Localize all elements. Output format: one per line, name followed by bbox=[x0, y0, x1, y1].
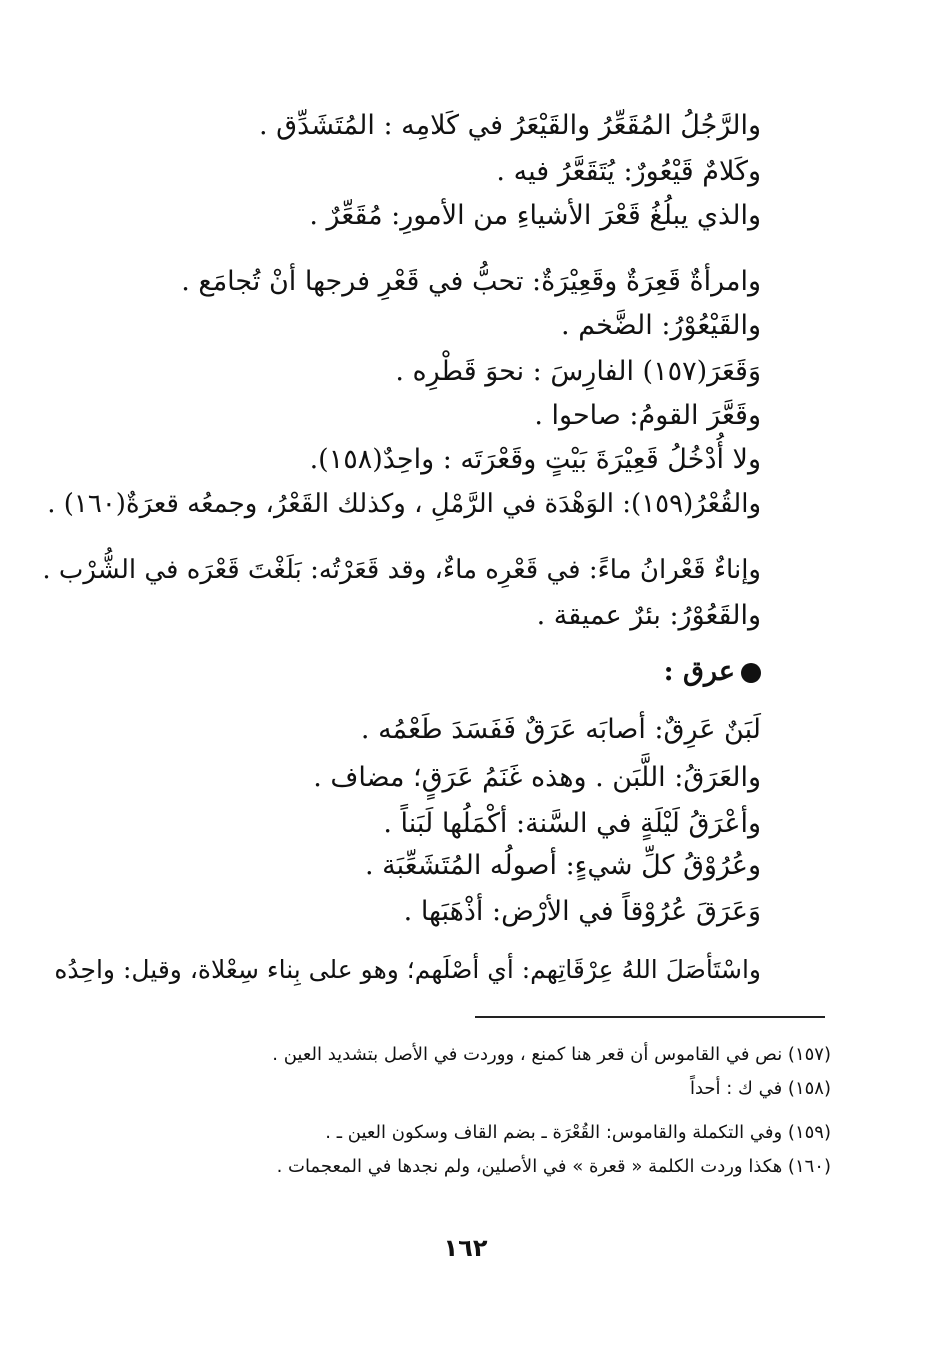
text-line: والقَعُوْرُ: بئرٌ عميقة . bbox=[536, 600, 761, 631]
text-line: لَبَنٌ عَرِقٌ: أصابَه عَرَقٌ فَفَسَدَ طَعْمُه . bbox=[360, 714, 761, 745]
text-line: وَقَعَرَ(١٥٧) الفارِسَ : نحوَ قَطْرِه . bbox=[395, 356, 761, 387]
text-line: والرَّجُلُ المُقَعِّرُ والقَيْعَرُ في كَلامِه : المُتَشَدِّق . bbox=[259, 110, 761, 141]
text-line: وَعَرَقَ عُرُوْقاً في الأرْض: أذْهَبَها . bbox=[403, 896, 761, 927]
text-line: ولا أُدْخُلُ قَعِيْرَةَ بَيْتٍ وقَعْرَتَه : واحِدٌ(١٥٨). bbox=[309, 444, 761, 475]
footnote: (١٥٩) وفي التكملة والقاموس: القُعْرَة ـ بضم القاف وسكون العين ـ . bbox=[325, 1122, 831, 1143]
text-line: والعَرَقُ: اللَّبَن . وهذه غَنَمُ عَرَقٍ؛ مضاف . bbox=[313, 762, 761, 793]
section-heading bbox=[664, 652, 761, 692]
text-line: وقَعَّرَ القومُ: صاحوا . bbox=[534, 400, 761, 431]
footnote: (١٥٨) في ك : أحداً bbox=[689, 1078, 831, 1099]
bullet-icon bbox=[741, 663, 761, 683]
text-line: وأعْرَقُ لَيْلَةٍ في السَّنة: أكْمَلُها لَبَناً . bbox=[383, 808, 761, 839]
text-line: واسْتَأصَلَ اللهُ عِرْقَاتِهم: أي أصْلَهم؛ وهو على بِناء سِعْلاة، وقيل: واحِدُه bbox=[54, 955, 761, 984]
footnote: (١٦٠) هكذا وردت الكلمة « قعرة » في الأصلين، ولم نجدها في المعجمات . bbox=[276, 1156, 831, 1177]
text-line: وكَلامٌ قَيْعُورٌ: يُتَقَعَّرُ فيه . bbox=[496, 156, 761, 187]
footnote: (١٥٧) نص في القاموس أن قعر هنا كمنع ، ووردت في الأصل بتشديد العين . bbox=[272, 1044, 831, 1065]
section-heading-text: عرق : bbox=[663, 656, 735, 687]
page-number: ١٦٢ bbox=[443, 1234, 488, 1262]
text-line: وامرأةٌ قَعِرَةٌ وقَعِيْرَةٌ: تحبُّ في قَعْرِ فرجها أنْ تُجامَع . bbox=[181, 266, 761, 297]
text-line: والذي يبلُغُ قَعْرَ الأشياءِ من الأمورِ: مُقَعِّرٌ . bbox=[309, 200, 761, 231]
text-line: وإناءٌ قَعْرانُ ماءً: في قَعْرِه ماءٌ، وقد قَعَرْتُه: بَلَغْتَ قَعْرَه في الشُّرْب . bbox=[42, 555, 761, 585]
text-line: والقَيْعُوْرُ: الضَّخم . bbox=[561, 310, 761, 341]
text-line: والقُعْرُ(١٥٩): الوَهْدَة في الرَّمْلِ ، وكذلك القَعْرُ، وجمعُه قعرَةٌ(١٦٠) . bbox=[47, 489, 761, 519]
footnote-divider bbox=[475, 1016, 825, 1018]
text-line: وعُرُوْقُ كلِّ شيءٍ: أصولُه المُتَشَعِّبَة . bbox=[364, 850, 761, 881]
